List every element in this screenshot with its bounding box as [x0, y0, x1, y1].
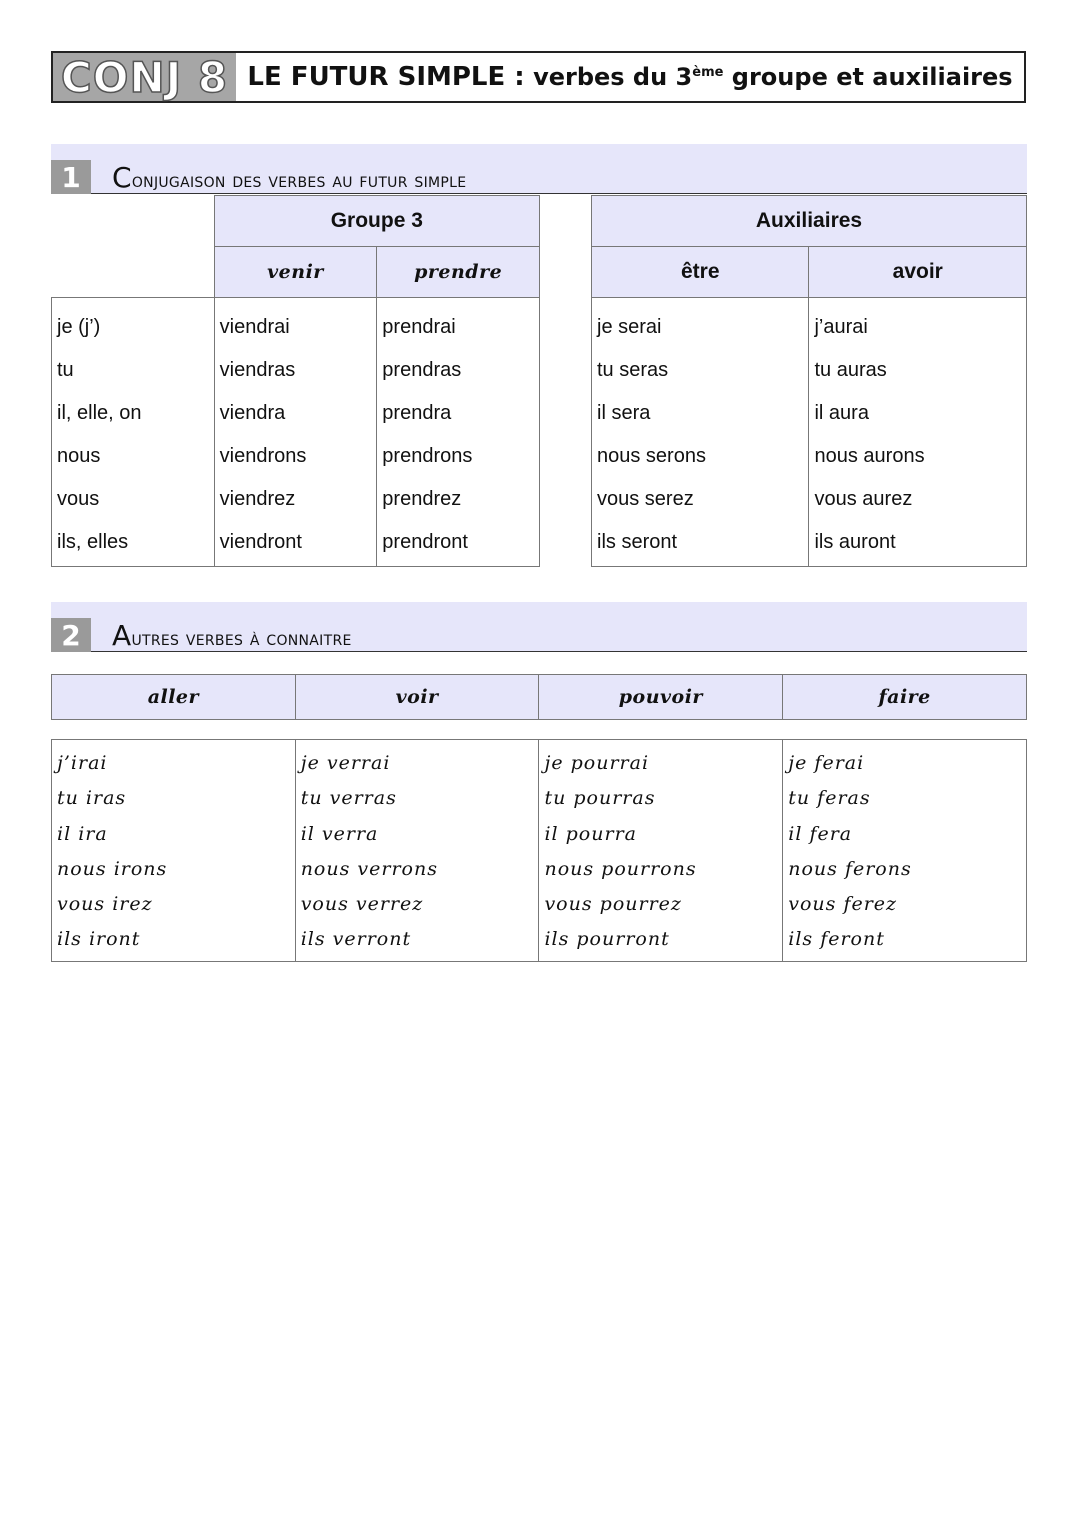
conjugation: prendra: [382, 402, 452, 424]
groupe3-header: Groupe 3: [214, 196, 539, 247]
conjugation: prendrons: [382, 445, 473, 467]
pronoun-column: [52, 298, 215, 567]
title-sup: ème: [692, 65, 724, 80]
conjugation: viendrez: [219, 488, 296, 510]
verb-pouvoir-header: pouvoir: [539, 675, 783, 720]
conjugation: ils pourront: [544, 928, 670, 951]
verb-etre-header: être: [592, 247, 809, 298]
conjugation: prendrez: [382, 488, 462, 510]
conjugation: prendrai: [382, 316, 456, 338]
other-verbs-table: [51, 739, 1027, 962]
conjugation: tu verras: [300, 787, 397, 810]
conjugation: nous irons: [57, 857, 168, 880]
conjugation: prendront: [382, 531, 468, 553]
conjugation: tu seras: [597, 359, 669, 381]
conjugation: ils iront: [57, 928, 141, 951]
verb-faire-header: faire: [783, 675, 1027, 720]
verb-prendre-header: prendre: [377, 247, 540, 298]
conjugation: je ferai: [788, 752, 865, 774]
conjugation: ils seront: [597, 531, 678, 553]
conjugation: tu feras: [788, 787, 871, 810]
conjugation: viendrai: [219, 316, 290, 338]
conjugation: il aura: [814, 402, 869, 424]
other-verbs-header-table: [51, 674, 1027, 720]
conjugation: il sera: [597, 402, 651, 424]
conjugation: tu pourras: [544, 787, 656, 810]
section-2-title: Autres verbes à connaitre: [112, 619, 352, 652]
conjugation: il ira: [57, 822, 108, 845]
section-1-number: 1: [51, 160, 91, 194]
etre-column: [592, 298, 809, 567]
conjugation: ils verront: [300, 928, 412, 951]
pronoun: tu: [57, 359, 74, 381]
pronoun: nous: [57, 445, 101, 467]
conjugation: nous serons: [597, 445, 706, 467]
avoir-column: [809, 298, 1027, 567]
title-main: LE FUTUR SIMPLE :: [247, 62, 525, 92]
page-title: [236, 62, 1024, 92]
verb-venir-header: venir: [214, 247, 377, 298]
title-sub-after: groupe et auxiliaires: [723, 63, 1013, 91]
venir-column: [214, 298, 377, 567]
lesson-tag: CONJ 8: [53, 53, 236, 101]
conjugation: viendras: [219, 359, 296, 381]
section-1-title: Conjugaison des verbes au futur simple: [112, 161, 467, 194]
section-2-number: 2: [51, 618, 91, 652]
conjugation: vous verrez: [300, 893, 424, 916]
conjugation: je serai: [597, 316, 662, 338]
conjugation: nous verrons: [300, 857, 438, 880]
conjugation: nous ferons: [788, 857, 912, 880]
auxiliaires-header: Auxiliaires: [592, 196, 1027, 247]
voir-column: [295, 740, 539, 962]
conjugation: tu auras: [814, 359, 887, 381]
pronoun: il, elle, on: [57, 402, 142, 424]
conjugation: prendras: [382, 359, 462, 381]
conjugation: il verra: [300, 822, 379, 845]
conjugation: nous pourrons: [544, 857, 697, 880]
conjugation: tu iras: [57, 787, 127, 810]
conjugation: ils feront: [788, 928, 885, 951]
auxiliaires-table: [591, 195, 1027, 567]
conjugation: vous irez: [57, 893, 153, 916]
section-2-header: [51, 602, 1027, 652]
conjugation: ils auront: [814, 531, 896, 553]
conjugation: vous pourrez: [544, 893, 682, 916]
section-1-header: [51, 144, 1027, 194]
groupe3-table: [51, 195, 540, 567]
conjugation: il pourra: [544, 822, 637, 845]
conjugation: je pourrai: [544, 752, 650, 774]
verb-voir-header: voir: [295, 675, 539, 720]
conjugation: nous aurons: [814, 445, 925, 467]
conjugation: j’aurai: [814, 316, 868, 338]
conjugation: vous ferez: [788, 893, 898, 916]
verb-avoir-header: avoir: [809, 247, 1027, 298]
pronoun: ils, elles: [57, 531, 129, 553]
title-banner: [51, 51, 1026, 103]
pouvoir-column: [539, 740, 783, 962]
aller-column: [52, 740, 296, 962]
title-sub-before: verbes du 3: [533, 63, 693, 91]
prendre-column: [377, 298, 540, 567]
conjugation: viendront: [219, 531, 302, 553]
pronoun: je (j’): [57, 316, 101, 338]
conjugation: il fera: [788, 822, 853, 845]
conjugation: viendra: [219, 402, 286, 424]
conjugation: je verrai: [300, 752, 391, 774]
pronoun: vous: [57, 488, 100, 510]
faire-column: [783, 740, 1027, 962]
conjugation: vous serez: [597, 488, 694, 510]
conjugation: viendrons: [219, 445, 307, 467]
conjugation: vous aurez: [814, 488, 913, 510]
verb-aller-header: aller: [52, 675, 296, 720]
conjugation: j’irai: [57, 752, 108, 774]
